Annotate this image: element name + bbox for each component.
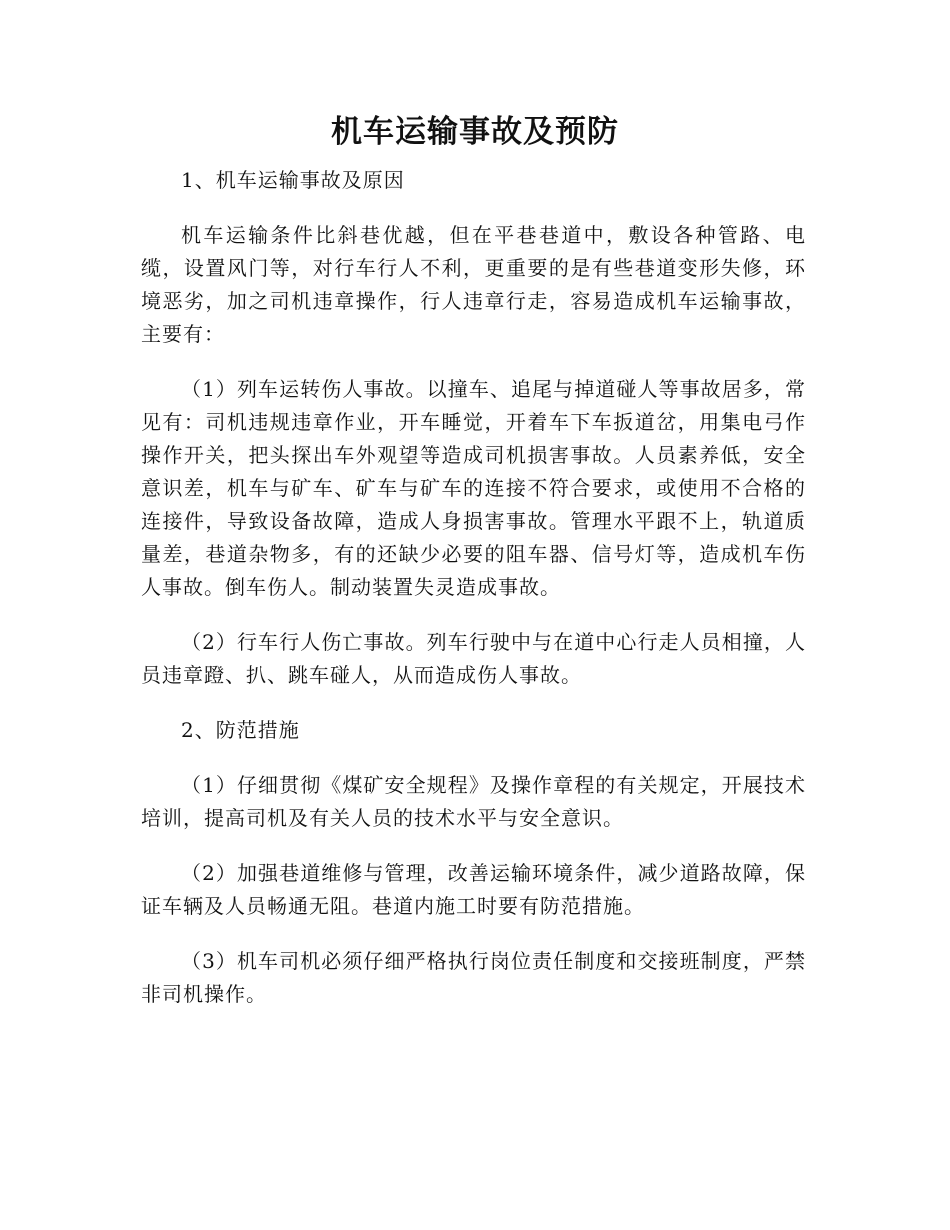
paragraph-maintenance-measure: （2）加强巷道维修与管理，改善运输环境条件，减少道路故障，保证车辆及人员畅通无阻。巷道内施工时要有防范措施。 [141,861,806,918]
paragraph-gap [141,923,806,945]
paragraph-gap [141,197,806,219]
paragraph-gap [141,604,806,626]
document-body [141,164,806,1011]
paragraph-driver-responsibility: （3）机车司机必须仔细严格执行岗位责任制度和交接班制度，严禁非司机操作。 [141,949,806,1006]
paragraph-gap [141,351,806,373]
section-heading-causes: 1、机车运输事故及原因 [181,168,405,192]
paragraph-train-injury: （1）列车运转伤人事故。以撞车、追尾与掉道碰人等事故居多，常见有：司机违规违章作业，开车睡觉，开着车下车扳道岔，用集电弓作操作开关，把头探出车外观望等造成司机损害事故。人员素养低，安全意识差，机车与矿车、矿车与矿车的连接不符合要求，或使用不合格的连接件，导致设备故障，造成人身损害事故。管理水平跟不上，轨道质量差，巷道杂物多，有的还缺少必要的阻车器、信号灯等，造成机车伤人事故。倒车伤人。制动装置失灵造成事故。 [141,377,806,599]
paragraph-pedestrian-accidents: （2）行车行人伤亡事故。列车行驶中与在道中心行走人员相撞，人员违章蹬、扒、跳车碰人，从而造成伤人事故。 [141,630,806,687]
paragraph-training-measure: （1）仔细贯彻《煤矿安全规程》及操作章程的有关规定，开展技术培训，提高司机及有关人员的技术水平与安全意识。 [141,773,806,830]
paragraph-gap [141,692,806,714]
document-title: 机车运输事故及预防 [331,114,619,150]
paragraph-gap [141,835,806,857]
paragraph-overview: 机车运输条件比斜巷优越，但在平巷巷道中，敷设各种管路、电缆，设置风门等，对行车行人不利，更重要的是有些巷道变形失修，环境恶劣，加之司机违章操作，行人违章行走，容易造成机车运输事故，主要有： [141,223,806,346]
paragraph-gap [141,747,806,769]
section-heading-prevention: 2、防范措施 [181,718,300,742]
